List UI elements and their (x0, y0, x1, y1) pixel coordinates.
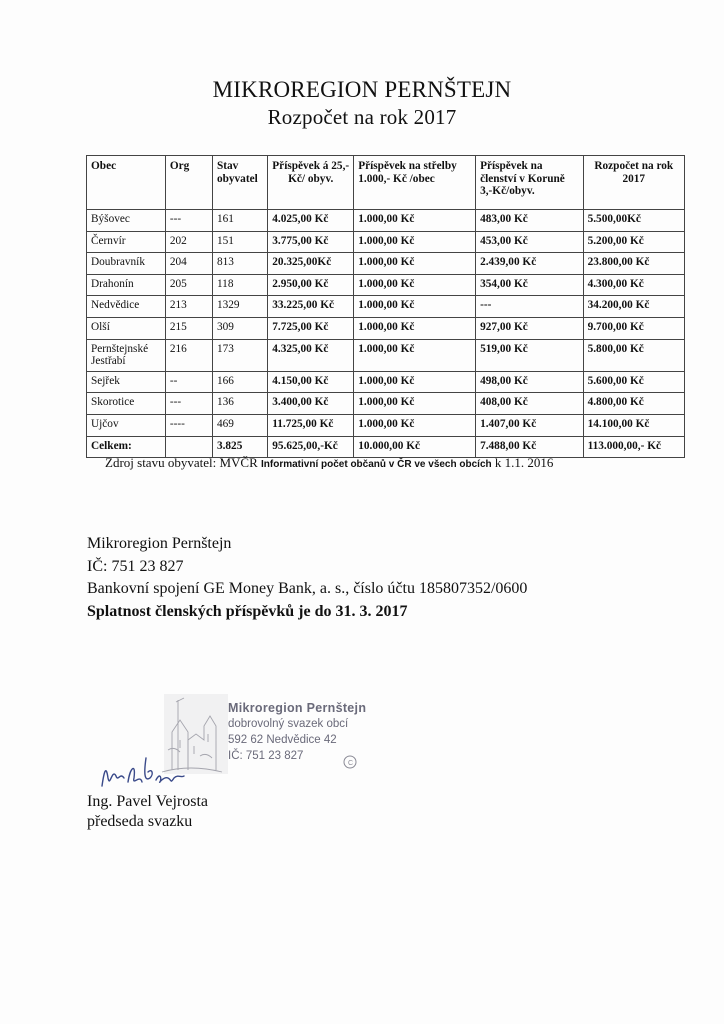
cell-obec: Drahonín (87, 274, 166, 296)
column-header-contribution: Příspěvek á 25,- Kč/ obyv. (268, 156, 354, 210)
cell-org: 202 (165, 231, 212, 253)
column-header-crown: Příspěvek na členství v Koruně 3,-Kč/obyv. (476, 156, 584, 210)
stamp-org-name: Mikroregion Pernštejn (228, 701, 367, 715)
footer-due-date: Splatnost členských příspěvků je do 31. 3. 2017 (87, 602, 408, 620)
total-contribution: 95.625,00,-Kč (268, 436, 354, 458)
table-row (87, 393, 685, 415)
cell-shooting: 1.000,00 Kč (354, 253, 476, 275)
cell-obec: Olší (87, 317, 166, 339)
stamp-text (228, 700, 366, 764)
cell-crown: 453,00 Kč (476, 231, 584, 253)
cell-crown: 408,00 Kč (476, 393, 584, 415)
table-row (87, 415, 685, 437)
cell-crown: 483,00 Kč (476, 210, 584, 232)
cell-population: 173 (212, 339, 267, 371)
table-header-row (87, 156, 685, 210)
footer-ico: IČ: 751 23 827 (87, 557, 184, 575)
cell-crown: 927,00 Kč (476, 317, 584, 339)
cell-population: 161 (212, 210, 267, 232)
signer-block (87, 792, 208, 832)
cell-obec: Doubravník (87, 253, 166, 275)
cell-budget: 5.600,00 Kč (583, 371, 684, 393)
table-row (87, 317, 685, 339)
cell-obec: Sejřek (87, 371, 166, 393)
cell-org: -- (165, 371, 212, 393)
cell-population: 118 (212, 274, 267, 296)
total-label: Celkem: (87, 436, 166, 458)
footer-block (87, 533, 527, 623)
cell-budget: 4.800,00 Kč (583, 393, 684, 415)
total-crown: 7.488,00 Kč (476, 436, 584, 458)
stamp-line-2: 592 62 Nedvědice 42 (228, 734, 337, 746)
cell-obec: Pernštejnské Jestřabí (87, 339, 166, 371)
cell-population: 136 (212, 393, 267, 415)
table-row (87, 371, 685, 393)
cell-budget: 14.100,00 Kč (583, 415, 684, 437)
cell-contribution: 4.325,00 Kč (268, 339, 354, 371)
cell-obec: Skorotice (87, 393, 166, 415)
cell-contribution: 2.950,00 Kč (268, 274, 354, 296)
cell-population: 813 (212, 253, 267, 275)
cell-budget: 5.800,00 Kč (583, 339, 684, 371)
cell-crown: 519,00 Kč (476, 339, 584, 371)
cell-contribution: 3.775,00 Kč (268, 231, 354, 253)
cell-contribution: 20.325,00Kč (268, 253, 354, 275)
source-prefix: Zdroj stavu obyvatel: MVČR (105, 455, 258, 470)
table-row (87, 274, 685, 296)
cell-population: 309 (212, 317, 267, 339)
cell-obec: Ujčov (87, 415, 166, 437)
footer-org-name: Mikroregion Pernštejn (87, 535, 232, 552)
column-header-org: Org (165, 156, 212, 210)
cell-budget: 9.700,00 Kč (583, 317, 684, 339)
table-row (87, 339, 685, 371)
cell-budget: 4.300,00 Kč (583, 274, 684, 296)
cell-contribution: 4.025,00 Kč (268, 210, 354, 232)
cell-shooting: 1.000,00 Kč (354, 371, 476, 393)
table-row (87, 253, 685, 275)
cell-shooting: 1.000,00 Kč (354, 317, 476, 339)
source-suffix: k 1.1. 2016 (494, 455, 554, 470)
footer-bank: Bankovní spojení GE Money Bank, a. s., číslo účtu 185807352/0600 (87, 580, 528, 597)
cell-shooting: 1.000,00 Kč (354, 415, 476, 437)
cell-budget: 5.500,00Kč (583, 210, 684, 232)
column-header-obec: Obec (87, 156, 166, 210)
cell-population: 469 (212, 415, 267, 437)
cell-obec: Nedvědice (87, 296, 166, 318)
table-row (87, 231, 685, 253)
signer-role: předseda svazku (87, 813, 193, 830)
signer-name: Ing. Pavel Vejrosta (87, 793, 209, 810)
stamp-line-3: IČ: 751 23 827 (228, 750, 304, 762)
cell-contribution: 7.725,00 Kč (268, 317, 354, 339)
cell-contribution: 11.725,00 Kč (268, 415, 354, 437)
cell-shooting: 1.000,00 Kč (354, 296, 476, 318)
cell-budget: 5.200,00 Kč (583, 231, 684, 253)
cell-org: 213 (165, 296, 212, 318)
table-row (87, 210, 685, 232)
cell-contribution: 3.400,00 Kč (268, 393, 354, 415)
column-header-shooting: Příspěvek na střelby 1.000,- Kč /obec (354, 156, 476, 210)
cell-crown: 2.439,00 Kč (476, 253, 584, 275)
cell-budget: 34.200,00 Kč (583, 296, 684, 318)
cell-org: --- (165, 393, 212, 415)
cell-shooting: 1.000,00 Kč (354, 339, 476, 371)
stamp-line-1: dobrovolný svazek obcí (228, 718, 349, 730)
table-body (87, 210, 685, 458)
cell-shooting: 1.000,00 Kč (354, 393, 476, 415)
table-row (87, 296, 685, 318)
source-note (105, 455, 553, 471)
cell-shooting: 1.000,00 Kč (354, 274, 476, 296)
cell-contribution: 4.150,00 Kč (268, 371, 354, 393)
cell-crown: --- (476, 296, 584, 318)
cell-population: 151 (212, 231, 267, 253)
source-detail: Informativní počet občanů v ČR ve všech obcích (261, 459, 492, 470)
document-title: MIKROREGION PERNŠTEJN (212, 77, 512, 102)
handwritten-signature (98, 748, 218, 794)
cell-org: 215 (165, 317, 212, 339)
cell-budget: 23.800,00 Kč (583, 253, 684, 275)
document-subtitle: Rozpočet na rok 2017 (267, 105, 457, 129)
cell-org: 204 (165, 253, 212, 275)
column-header-budget: Rozpočet na rok 2017 (583, 156, 684, 210)
cell-population: 166 (212, 371, 267, 393)
cell-crown: 1.407,00 Kč (476, 415, 584, 437)
cell-org: ---- (165, 415, 212, 437)
cell-crown: 498,00 Kč (476, 371, 584, 393)
total-shooting: 10.000,00 Kč (354, 436, 476, 458)
cell-crown: 354,00 Kč (476, 274, 584, 296)
svg-text:C: C (348, 760, 354, 767)
cell-population: 1329 (212, 296, 267, 318)
cell-org: 216 (165, 339, 212, 371)
cell-org: --- (165, 210, 212, 232)
total-budget: 113.000,00,- Kč (583, 436, 684, 458)
cell-shooting: 1.000,00 Kč (354, 231, 476, 253)
cell-contribution: 33.225,00 Kč (268, 296, 354, 318)
column-header-population: Stav obyvatel (212, 156, 267, 210)
budget-table (86, 155, 685, 458)
cell-shooting: 1.000,00 Kč (354, 210, 476, 232)
total-population: 3.825 (212, 436, 267, 458)
cell-org: 205 (165, 274, 212, 296)
cell-obec: Černvír (87, 231, 166, 253)
cell-obec: Býšovec (87, 210, 166, 232)
